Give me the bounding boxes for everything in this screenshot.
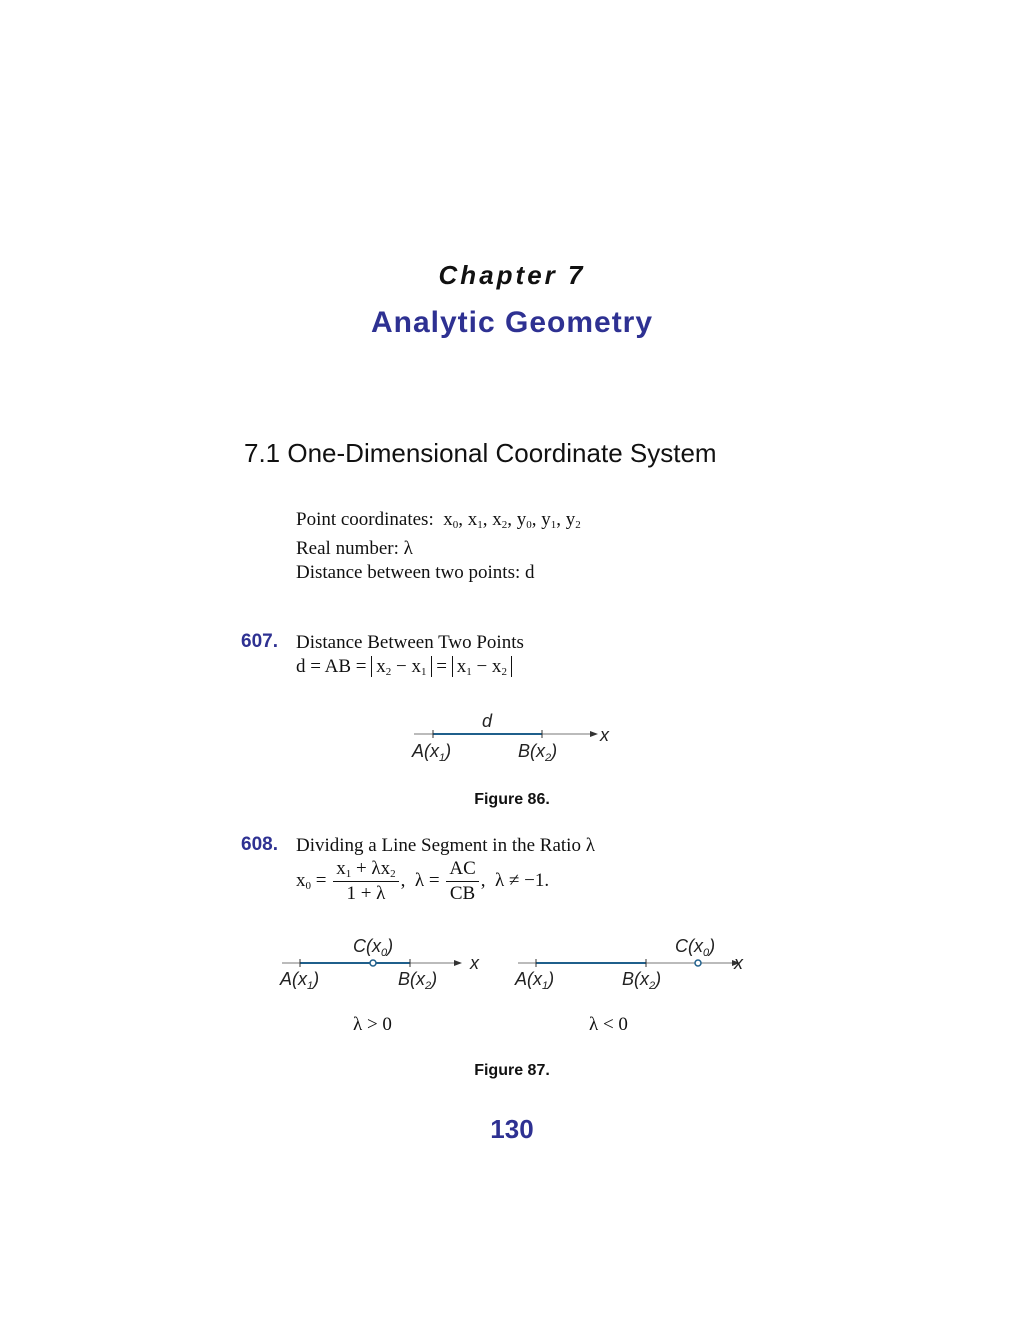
page-number: 130	[490, 1114, 534, 1144]
distance-label: Distance between two points:	[296, 562, 521, 583]
point-c-label: $C(x_0)$	[675, 936, 716, 959]
point-c-marker	[695, 960, 701, 966]
formula-608-expression: $x_0$ = $\frac{x_1 + \lambda x_2}{1 + \lambda}$ , λ = $\frac{AC}{CB}$ , λ ≠ −1.	[296, 858, 550, 904]
chapter-label: Chapter 7	[438, 260, 586, 290]
point-c-marker	[370, 960, 376, 966]
axis-arrow	[454, 960, 462, 966]
section-title: 7.1 One-Dimensional Coordinate System	[244, 438, 717, 468]
formula-607-number: 607.	[241, 631, 278, 652]
point-a-label: $A(x_1)$	[515, 969, 555, 992]
formula-607-expression: d = AB = $x_2 - x_1 = x_1 - x_2$	[296, 656, 512, 678]
distance-symbol: d	[525, 562, 535, 583]
real-number-label: Real number:	[296, 538, 399, 559]
formula-608-title: Dividing a Line Segment in the Ratio λ	[296, 835, 595, 856]
axis-label-x: x	[734, 953, 743, 973]
formula-608-number: 608.	[241, 834, 278, 855]
point-b-label: $B(x_2)$	[622, 969, 662, 992]
notation-real-number	[296, 538, 413, 560]
point-b-label: $B(x_2)$	[518, 741, 558, 764]
real-number-symbol: λ	[403, 538, 413, 559]
axis-arrow	[590, 731, 598, 737]
figure-86-diagram	[400, 705, 630, 770]
distance-label-d: d	[482, 711, 493, 731]
figure-86-caption: Figure 86.	[474, 791, 550, 808]
point-coordinates-label: Point coordinates:	[296, 509, 434, 530]
point-a-label: $A(x_1)$	[280, 969, 320, 992]
point-b-label: $B(x_2)$	[398, 969, 438, 992]
notation-distance	[296, 562, 535, 584]
condition-lambda-positive: λ > 0	[353, 1014, 392, 1035]
condition-lambda-negative: λ < 0	[589, 1014, 628, 1035]
point-a-label: $A(x_1)$	[412, 741, 452, 764]
figure-87-left-diagram	[270, 928, 490, 1038]
point-coordinates-symbols: $x_0$, $x_1$, $x_2$, $y_0$, $y_1$, $y_2$	[438, 509, 581, 531]
notation-point-coordinates	[296, 509, 581, 531]
point-c-label: $C(x_0)$	[353, 936, 394, 959]
formula-607-title: Distance Between Two Points	[296, 632, 524, 653]
chapter-title: Analytic Geometry	[370, 306, 654, 339]
figure-87-caption: Figure 87.	[474, 1062, 550, 1079]
axis-label-x: x	[600, 725, 609, 745]
figure-87-right-diagram	[506, 928, 756, 1038]
axis-label-x: x	[470, 953, 479, 973]
